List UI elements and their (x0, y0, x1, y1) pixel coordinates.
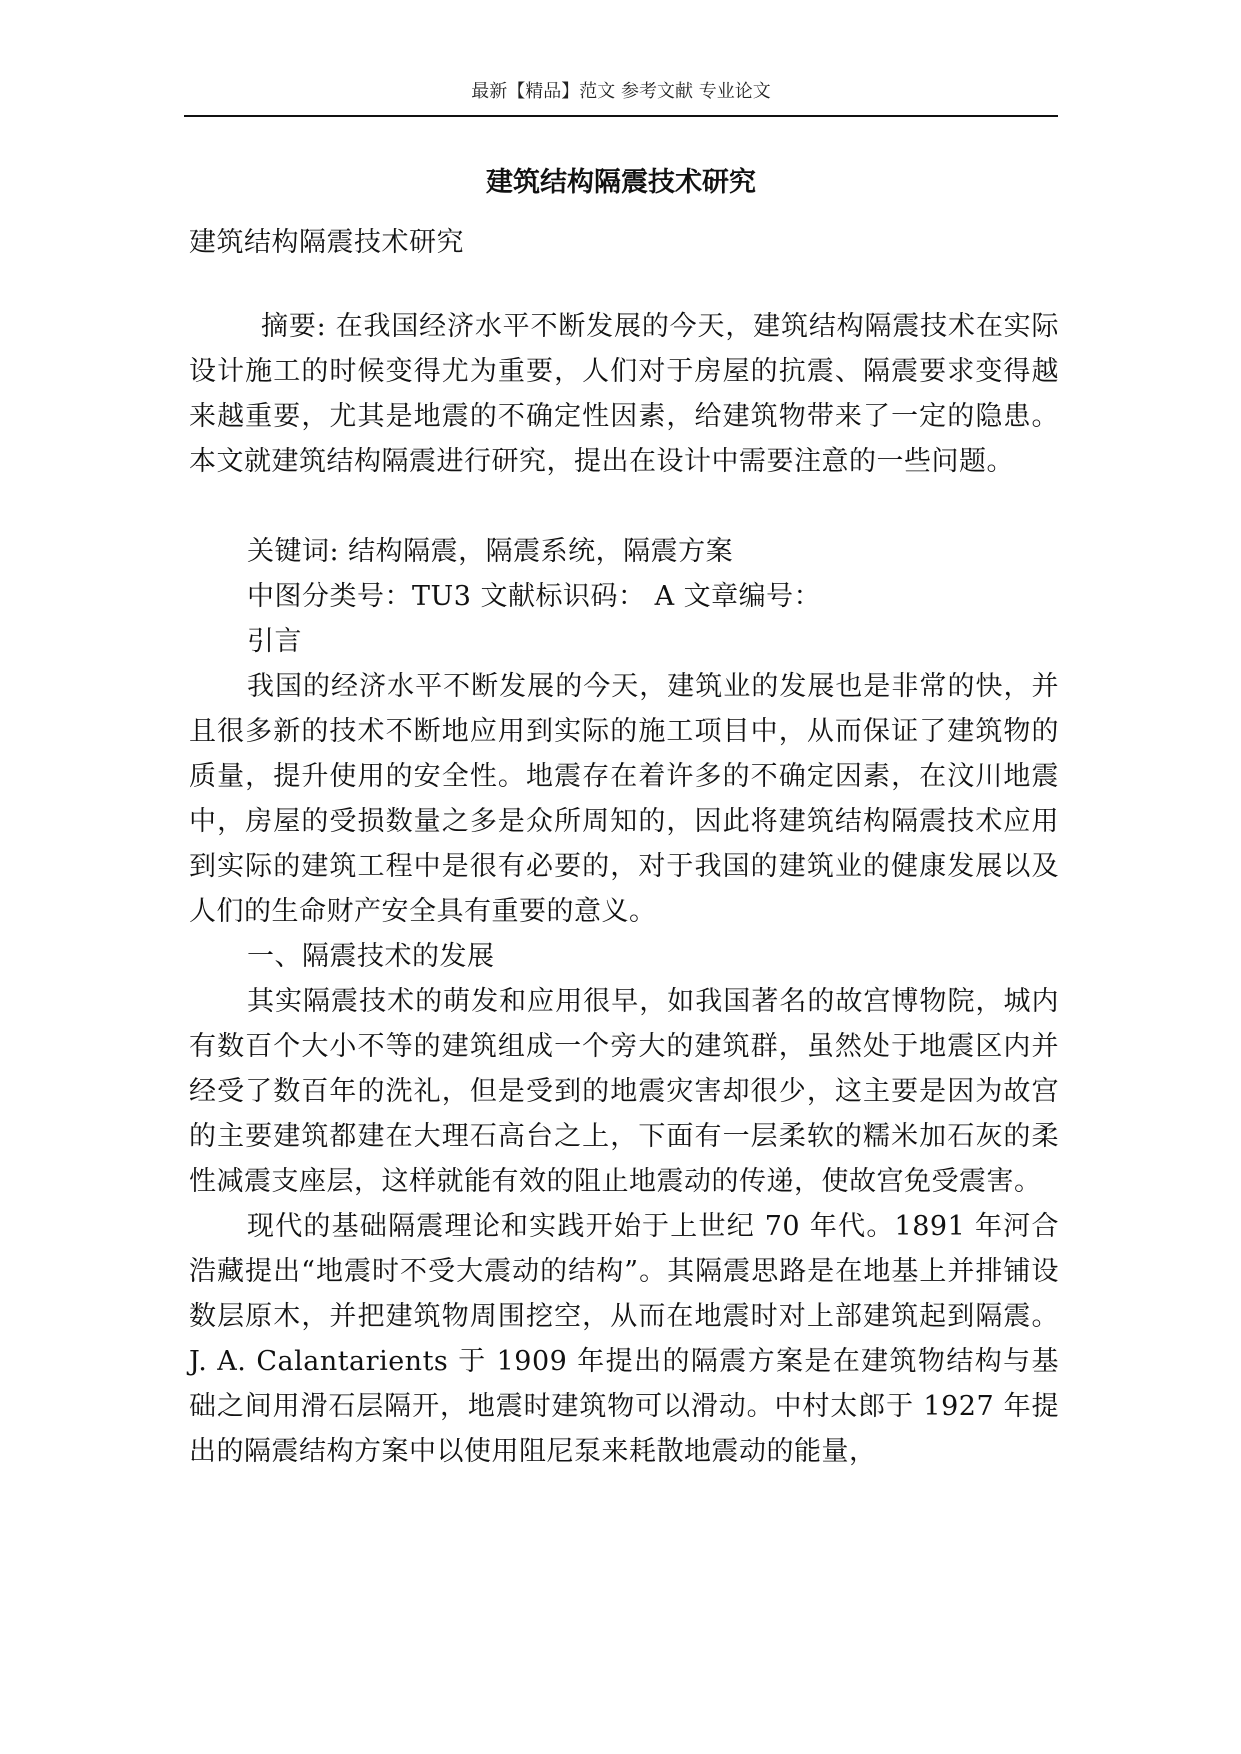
section-paragraph: 其实隔震技术的萌发和应用很早，如我国著名的故宫博物院，城内有数百个大小不等的建筑组成一个旁大的建筑群，虽然处于地震区内并经受了数百年的洗礼，但是受到的地震灾害却很少，这主要是因为故宫的主要建筑都建在大理石高台之上，下面有一层柔软的糯米加石灰的柔性减震支座层，这样就能有效的阻止地震动的传递，使故宫免受震害。 (189, 986, 1059, 1197)
section-heading: 一、隔震技术的发展 (247, 941, 495, 972)
abstract-paragraph: 摘要: 在我国经济水平不断发展的今天，建筑结构隔震技术在实际设计施工的时候变得尤为重要，人们对于房屋的抗震、隔震要求变得越来越重要，尤其是地震的不确定性因素，给建筑物带来了一定的隐患。本文就建筑结构隔震进行研究，提出在设计中需要注意的一些问题。 (189, 311, 1059, 477)
document-subtitle: 建筑结构隔震技术研究 (189, 227, 464, 258)
section-paragraph: 现代的基础隔震理论和实践开始于上世纪 70 年代。1891 年河合浩藏提出“地震时不受大震动的结构”。其隔震思路是在地基上并排铺设数层原木，并把建筑物周围挖空，从而在地震时对上部建筑起到隔震。J. A. Calantarients 于 1909 年提出的隔震方案是在建筑物结构与基础之间用滑石层隔开，地震时建筑物可以滑动。中村太郎于 1927 年提出的隔震结构方案中以使用阻尼泵来耗散地震动的能量， (189, 1211, 1059, 1467)
page-header: 最新【精品】范文 参考文献 专业论文 (471, 81, 771, 102)
header-divider (184, 115, 1058, 117)
intro-heading: 引言 (247, 626, 302, 657)
intro-paragraph: 我国的经济水平不断发展的今天，建筑业的发展也是非常的快，并且很多新的技术不断地应用到实际的施工项目中，从而保证了建筑物的质量，提升使用的安全性。地震存在着许多的不确定因素，在汶川地震中，房屋的受损数量之多是众所周知的，因此将建筑结构隔震技术应用到实际的建筑工程中是很有必要的，对于我国的建筑业的健康发展以及人们的生命财产安全具有重要的意义。 (189, 671, 1059, 927)
document-title: 建筑结构隔震技术研究 (486, 167, 756, 198)
document-body (189, 220, 1059, 1474)
spacer (189, 484, 1059, 529)
classification-line: 中图分类号：TU3 文献标识码： A 文章编号： (247, 581, 822, 612)
keywords-line: 关键词: 结构隔震，隔震系统，隔震方案 (247, 536, 734, 567)
